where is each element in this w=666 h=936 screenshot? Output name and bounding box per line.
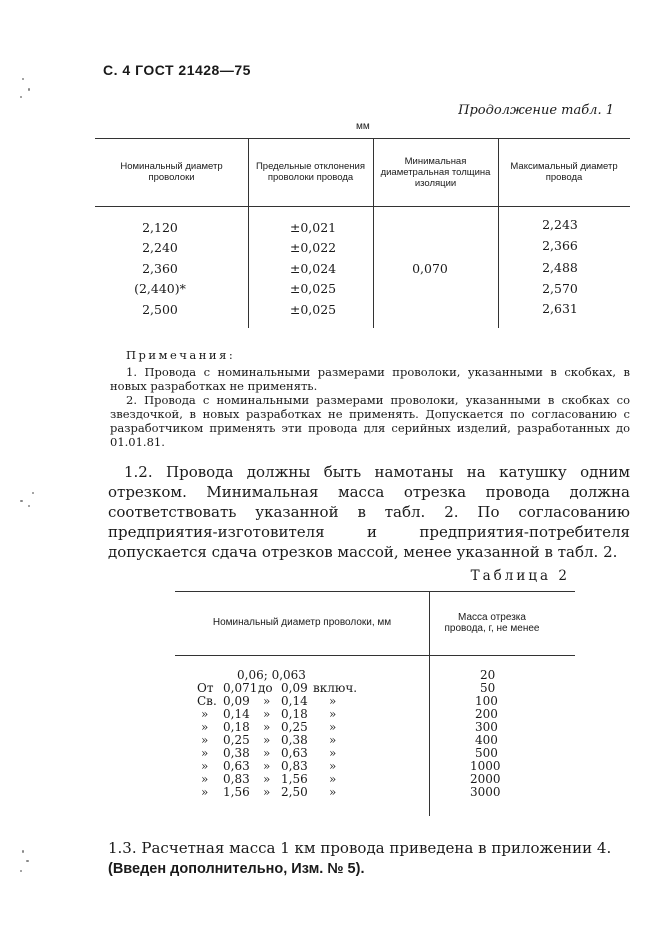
table1-cell-max: 2,488 (542, 260, 578, 275)
table2-to: 2,50 (281, 785, 308, 799)
table1-header-rule (95, 206, 630, 207)
table2-row (175, 747, 575, 759)
table1-header-diameter: Номинальный диаметр проволоки (120, 161, 223, 183)
table2-mass: 3000 (470, 785, 501, 799)
table2-prefix: Св. (197, 694, 217, 708)
scan-speck (20, 96, 22, 98)
table2-to: 0,25 (281, 720, 308, 734)
table2-prefix: » (201, 772, 209, 786)
table2-mass: 2000 (470, 772, 501, 786)
table2-suffix: » (329, 785, 337, 799)
table2-mid: » (263, 785, 271, 799)
scan-speck (20, 500, 23, 502)
table2-row (175, 695, 575, 707)
table2-from: 0,14 (223, 707, 250, 721)
table2-to: 0,14 (281, 694, 308, 708)
table1-cell-diameter: (2,440)* (134, 281, 186, 296)
table2-mass: 400 (475, 733, 498, 747)
table1-cell-deviation: ±0,025 (289, 281, 337, 296)
table1-cell-deviation: ±0,022 (289, 240, 337, 255)
table1-cell-deviation: ±0,021 (289, 220, 337, 235)
table2-to: 0,09 (281, 681, 308, 695)
table2-from: 1,56 (223, 785, 250, 799)
table2-mass: 50 (480, 681, 496, 695)
table2-label: Таблица 2 (470, 568, 570, 584)
table2-suffix: » (329, 707, 337, 721)
table2-mid: » (263, 720, 271, 734)
table2-mass: 200 (475, 707, 498, 721)
table2-prefix: » (201, 720, 209, 734)
table2-suffix: » (329, 772, 337, 786)
table2-from: 0,09 (223, 694, 250, 708)
paragraph-1-3 (108, 838, 630, 880)
table2-from: 0,83 (223, 772, 250, 786)
table2-prefix: От (197, 681, 214, 695)
table1-cell-diameter: 2,240 (142, 240, 178, 255)
table2-prefix: » (201, 707, 209, 721)
table2-suffix: » (329, 746, 337, 760)
table2-header-diameter: Номинальный диаметр проволоки, мм (212, 617, 392, 629)
table2-prefix: » (201, 733, 209, 747)
table2 (175, 591, 575, 816)
table1-cell-min-insulation: 0,070 (412, 261, 448, 276)
table1-unit: мм (356, 121, 370, 132)
table2-mid: до (258, 681, 273, 695)
scan-speck (22, 850, 24, 853)
table2-from: 0,071 (223, 681, 258, 695)
table2-from: 0,63 (223, 759, 250, 773)
table2-prefix: » (201, 785, 209, 799)
paragraph-1-3-text: 1.3. Расчетная масса 1 км провода приведена в приложении 4. (108, 839, 612, 857)
table2-mass: 20 (480, 668, 496, 682)
table2-from: 0,38 (223, 746, 250, 760)
notes (110, 348, 630, 449)
table2-row (175, 734, 575, 746)
table-continuation-label: Продолжение табл. 1 (458, 103, 614, 118)
table2-mid: » (263, 772, 271, 786)
table2-from: 0,25 (223, 733, 250, 747)
table2-suffix: » (329, 733, 337, 747)
table2-row (175, 682, 575, 694)
table1 (95, 138, 630, 328)
table2-mid: » (263, 707, 271, 721)
notes-title: Примечания: (126, 348, 236, 362)
table2-mid: » (263, 746, 271, 760)
table1-cell-diameter: 2,120 (142, 220, 178, 235)
note-2: 2. Провода с номинальными размерами проволоки, указанными в скобках со звездочкой, в новых разработках не применять. Допускается по согласованию с разработчиком применять эти провода для серийных изделий, разработанных до 01.01.81. (110, 393, 630, 449)
table2-row (175, 773, 575, 785)
table1-header-max: Максимальный диаметр провода (510, 161, 618, 183)
table2-mass: 300 (475, 720, 498, 734)
scan-speck (28, 88, 30, 91)
table2-row (175, 786, 575, 798)
table1-cell-max: 2,631 (542, 301, 578, 316)
paragraph-1-2 (108, 462, 630, 562)
table1-cell-diameter: 2,500 (142, 302, 178, 317)
table2-header-rule (175, 655, 575, 656)
table2-row (175, 708, 575, 720)
table1-cell-max: 2,570 (542, 281, 578, 296)
table2-row (175, 721, 575, 733)
scan-speck (26, 860, 29, 862)
table2-suffix: » (329, 694, 337, 708)
table1-cell-diameter: 2,360 (142, 261, 178, 276)
table2-to: 0,63 (281, 746, 308, 760)
table2-to: 0,83 (281, 759, 308, 773)
table2-mass: 100 (475, 694, 498, 708)
table2-first-diameter: 0,06; 0,063 (237, 668, 306, 682)
table2-mass: 500 (475, 746, 498, 760)
table2-prefix: » (201, 759, 209, 773)
table1-header-insulation: Минимальная диаметральная толщина изоляции (380, 155, 491, 189)
table2-mid: » (263, 759, 271, 773)
scan-speck (22, 78, 24, 80)
table2-mid: » (263, 733, 271, 747)
table2-suffix: » (329, 720, 337, 734)
table1-cell-max: 2,366 (542, 238, 578, 253)
table2-suffix: включ. (313, 681, 358, 695)
table2-row (175, 760, 575, 772)
table2-prefix: » (201, 746, 209, 760)
scan-speck (28, 505, 30, 507)
table2-to: 0,18 (281, 707, 308, 721)
paragraph-1-2-text: 1.2. Провода должны быть намотаны на катушку одним отрезком. Минимальная масса отрезка провода должна соответствовать указанной в табл. 2. По согласованию предприятия-изготовителя и предприятия-потребителя допускается сдача отрезков массой, менее указанной в табл. 2. (108, 463, 630, 561)
note-1: 1. Провода с номинальными размерами проволоки, указанными в скобках, в новых разработках не применять. (110, 365, 630, 393)
scan-speck (20, 870, 22, 872)
table1-cell-deviation: ±0,024 (289, 261, 337, 276)
table1-header-deviation: Предельные отклонения проволоки провода (255, 161, 366, 183)
table1-cell-deviation: ±0,025 (289, 302, 337, 317)
table2-from: 0,18 (223, 720, 250, 734)
page-header: С. 4 ГОСТ 21428—75 (103, 62, 251, 78)
table2-row (175, 669, 575, 681)
table2-suffix: » (329, 759, 337, 773)
scan-speck (32, 492, 34, 494)
amendment-note: (Введен дополнительно, Изм. № 5). (108, 861, 365, 877)
table2-mass: 1000 (470, 759, 501, 773)
table1-cell-max: 2,243 (542, 217, 578, 232)
table2-to: 1,56 (281, 772, 308, 786)
table2-to: 0,38 (281, 733, 308, 747)
table2-header-mass: Масса отрезка провода, г, не менее (444, 611, 540, 634)
table2-mid: » (263, 694, 271, 708)
